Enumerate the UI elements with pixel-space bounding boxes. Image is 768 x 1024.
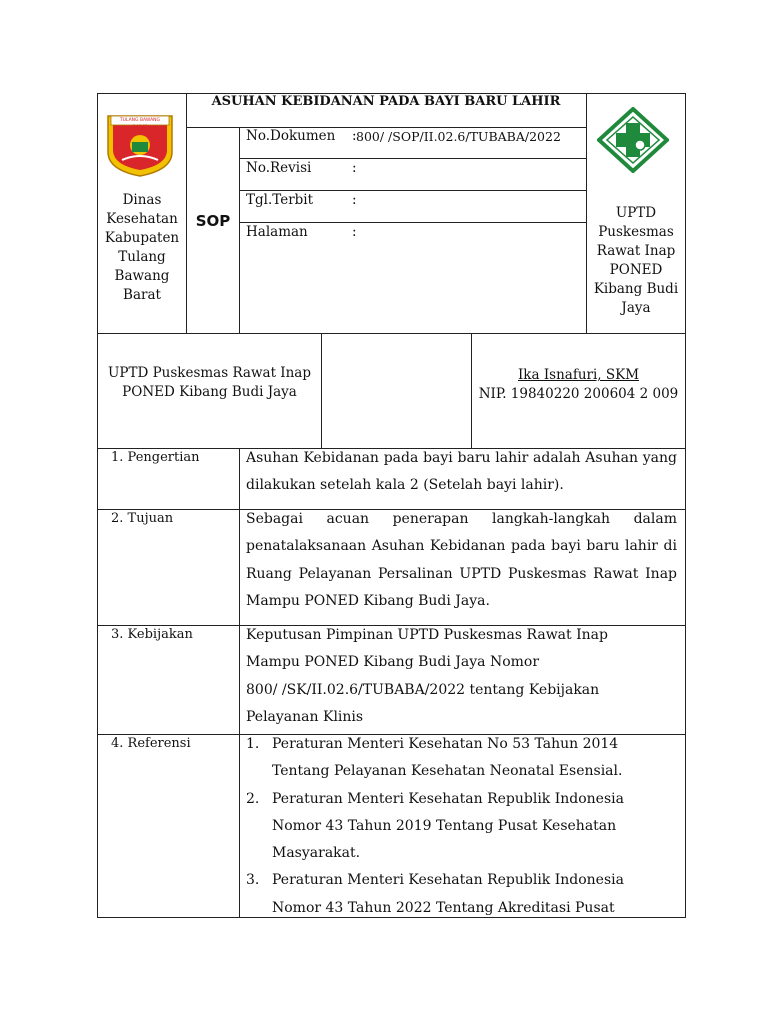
signature-org-line: UPTD Puskesmas Rawat Inap <box>107 365 311 381</box>
section-label-pengertian: 1. Pengertian <box>111 450 200 465</box>
signatory <box>472 366 685 404</box>
agency-line: Dinas <box>122 192 162 208</box>
section-label-kebijakan: 3. Kebijakan <box>111 627 193 642</box>
header-col-divider-2 <box>239 127 240 333</box>
puskesmas-line: Jaya <box>621 300 651 316</box>
puskesmas-line: Rawat Inap <box>596 243 676 259</box>
section-text-tujuan: Sebagai acuan penerapan langkah-langkah dalam penatalaksanaan Asuhan Kebidanan pada bayi baru lahir di Ruang Pelayanan Persalinan UPTD Puskesmas Rawat Inap Mampu PONED Kibang Budi Jaya. <box>246 511 677 609</box>
signatory-name: Ika Isnafuri, SKM <box>517 367 640 383</box>
puskesmas-line: Puskesmas <box>598 224 674 240</box>
table-border-right <box>685 93 686 918</box>
signature-col-divider-1 <box>321 333 322 448</box>
reference-line: Nomor 43 Tahun 2022 Tentang Akreditasi Pusat <box>272 899 615 916</box>
agency-line: Barat <box>123 287 161 303</box>
field-sep: : <box>352 160 357 176</box>
field-label-halaman: Halaman <box>246 224 308 240</box>
kebijakan-line: Pelayanan Klinis <box>246 708 364 725</box>
reference-number: 1. <box>246 736 260 752</box>
field-sep: : <box>352 224 357 240</box>
section-label-referensi: 4. Referensi <box>111 736 191 751</box>
puskesmas-line: PONED <box>609 262 663 278</box>
reference-line: Masyarakat. <box>272 845 361 862</box>
section-text-kebijakan <box>246 622 677 731</box>
kebijakan-line: 800/ /SK/II.02.6/TUBABA/2022 tentang Kebijakan <box>246 681 600 698</box>
reference-line: Tentang Pelayanan Kesehatan Neonatal Esensial. <box>272 763 623 780</box>
reference-item <box>246 786 677 868</box>
body-col-divider <box>239 448 240 918</box>
issuing-agency <box>98 191 186 305</box>
field-sep: : <box>352 128 357 144</box>
section-label-tujuan: 2. Tujuan <box>111 511 174 526</box>
reference-number: 3. <box>246 872 260 889</box>
reference-line: Nomor 43 Tahun 2019 Tentang Pusat Kesehatan <box>272 817 617 834</box>
puskesmas-name <box>587 204 685 318</box>
puskesmas-line: UPTD <box>615 205 657 221</box>
reference-item <box>246 731 677 786</box>
signature-organization <box>98 364 321 402</box>
kebijakan-line: Keputusan Pimpinan UPTD Puskesmas Rawat Inap <box>246 627 608 643</box>
signature-org-line: PONED Kibang Budi Jaya <box>122 384 297 400</box>
agency-line: Bawang <box>114 268 170 284</box>
agency-line: Kabupaten <box>104 230 180 246</box>
puskesmas-line: Kibang Budi <box>593 281 679 297</box>
district-logo <box>104 112 176 178</box>
reference-item <box>246 867 677 922</box>
reference-number: 2. <box>246 790 260 807</box>
kebijakan-line: Mampu PONED Kibang Budi Jaya Nomor <box>246 654 540 671</box>
field-label-no-dokumen: No.Dokumen <box>246 128 336 144</box>
header-bottom-border <box>97 333 686 334</box>
agency-line: Tulang <box>118 249 166 265</box>
logo-caption: TULANG BAWANG BARAT <box>119 118 161 130</box>
field-value-no-dokumen: 800/ /SOP/II.02.6/TUBABA/2022 <box>356 129 561 144</box>
sop-label: SOP <box>195 212 231 230</box>
signatory-nip: NIP. 19840220 200604 2 009 <box>478 386 679 402</box>
reference-line: Peraturan Menteri Kesehatan Republik Indonesia <box>272 872 624 889</box>
agency-line: Kesehatan <box>106 211 178 227</box>
field-sep: : <box>352 192 357 208</box>
section-text-pengertian: Asuhan Kebidanan pada bayi baru lahir adalah Asuhan yang dilakukan setelah kala 2 (Setelah bayi lahir). <box>246 450 677 494</box>
field-label-tgl-terbit: Tgl.Terbit <box>246 192 314 208</box>
document-title: ASUHAN KEBIDANAN PADA BAYI BARU LAHIR <box>211 94 561 109</box>
reference-line: Peraturan Menteri Kesehatan Republik Indonesia <box>272 790 624 807</box>
reference-line: Peraturan Menteri Kesehatan No 53 Tahun 2014 <box>272 736 619 752</box>
puskesmas-logo <box>597 107 669 173</box>
reference-list <box>246 731 677 922</box>
field-label-no-revisi: No.Revisi <box>246 160 312 176</box>
